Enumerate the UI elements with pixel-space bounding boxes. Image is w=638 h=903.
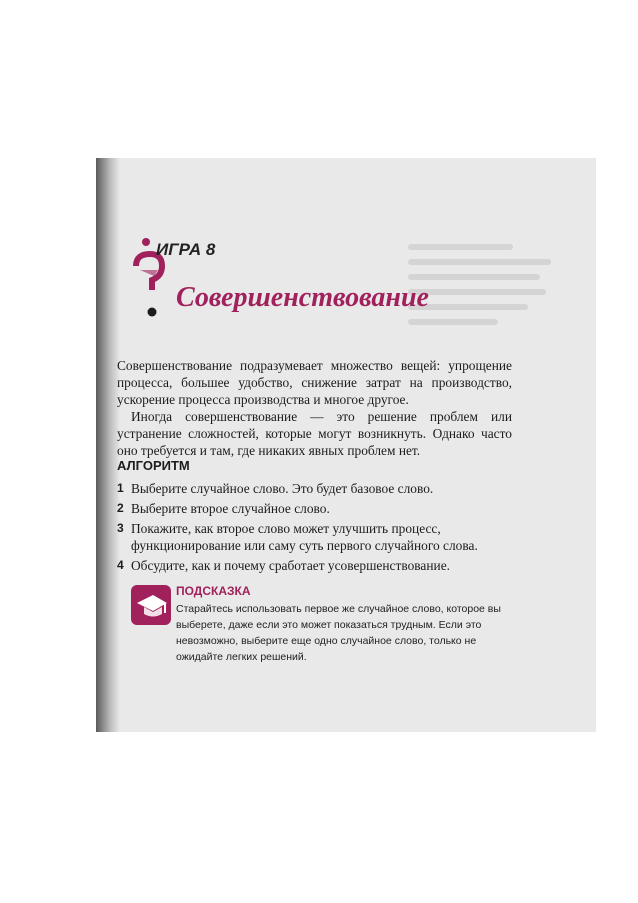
step-text: Выберите случайное слово. Это будет базовое слово.: [131, 481, 434, 496]
step-number: 4: [117, 558, 124, 572]
intro-paragraph-1: Совершенствование подразумевает множество вещей: упрощение процесса, большее удобство, снижение затрат на производство, ускорение процесса производства и многое другое.: [117, 358, 512, 407]
list-item: [117, 520, 512, 554]
hint-text: Старайтесь использовать первое же случайное слово, которое вы выберете, даже если это может показаться трудным. Если это невозможно, выберите еще одно случайное слово, только не ожидайте легких решений.: [176, 603, 501, 663]
step-number: 1: [117, 481, 124, 495]
page-title: Совершенствование: [176, 282, 429, 313]
step-text: Выберите второе случайное слово.: [131, 501, 330, 516]
list-item: [117, 500, 512, 517]
step-number: 2: [117, 501, 124, 515]
graduation-cap-icon: [131, 585, 171, 625]
intro-paragraph-2: Иногда совершенствование — это решение проблем или устранение сложностей, которые могут возникнуть. Однако часто оно требуется и там, где никаких явных проблем нет.: [117, 409, 512, 458]
list-item: [117, 480, 512, 497]
intro-text: [117, 357, 512, 459]
step-text: Обсудите, как и почему сработает усовершенствование.: [131, 558, 450, 573]
game-number-label: ИГРА 8: [156, 240, 216, 259]
bleed-through-text: [408, 235, 558, 355]
algorithm-heading: АЛГОРИТМ: [117, 458, 190, 473]
hint-title: ПОДСКАЗКА: [176, 584, 251, 598]
algorithm-steps: [117, 480, 512, 577]
step-text: Покажите, как второе слово может улучшить процесс, функционирование или саму суть первого случайного слова.: [131, 521, 478, 553]
list-item: [117, 557, 512, 574]
step-number: 3: [117, 521, 124, 535]
